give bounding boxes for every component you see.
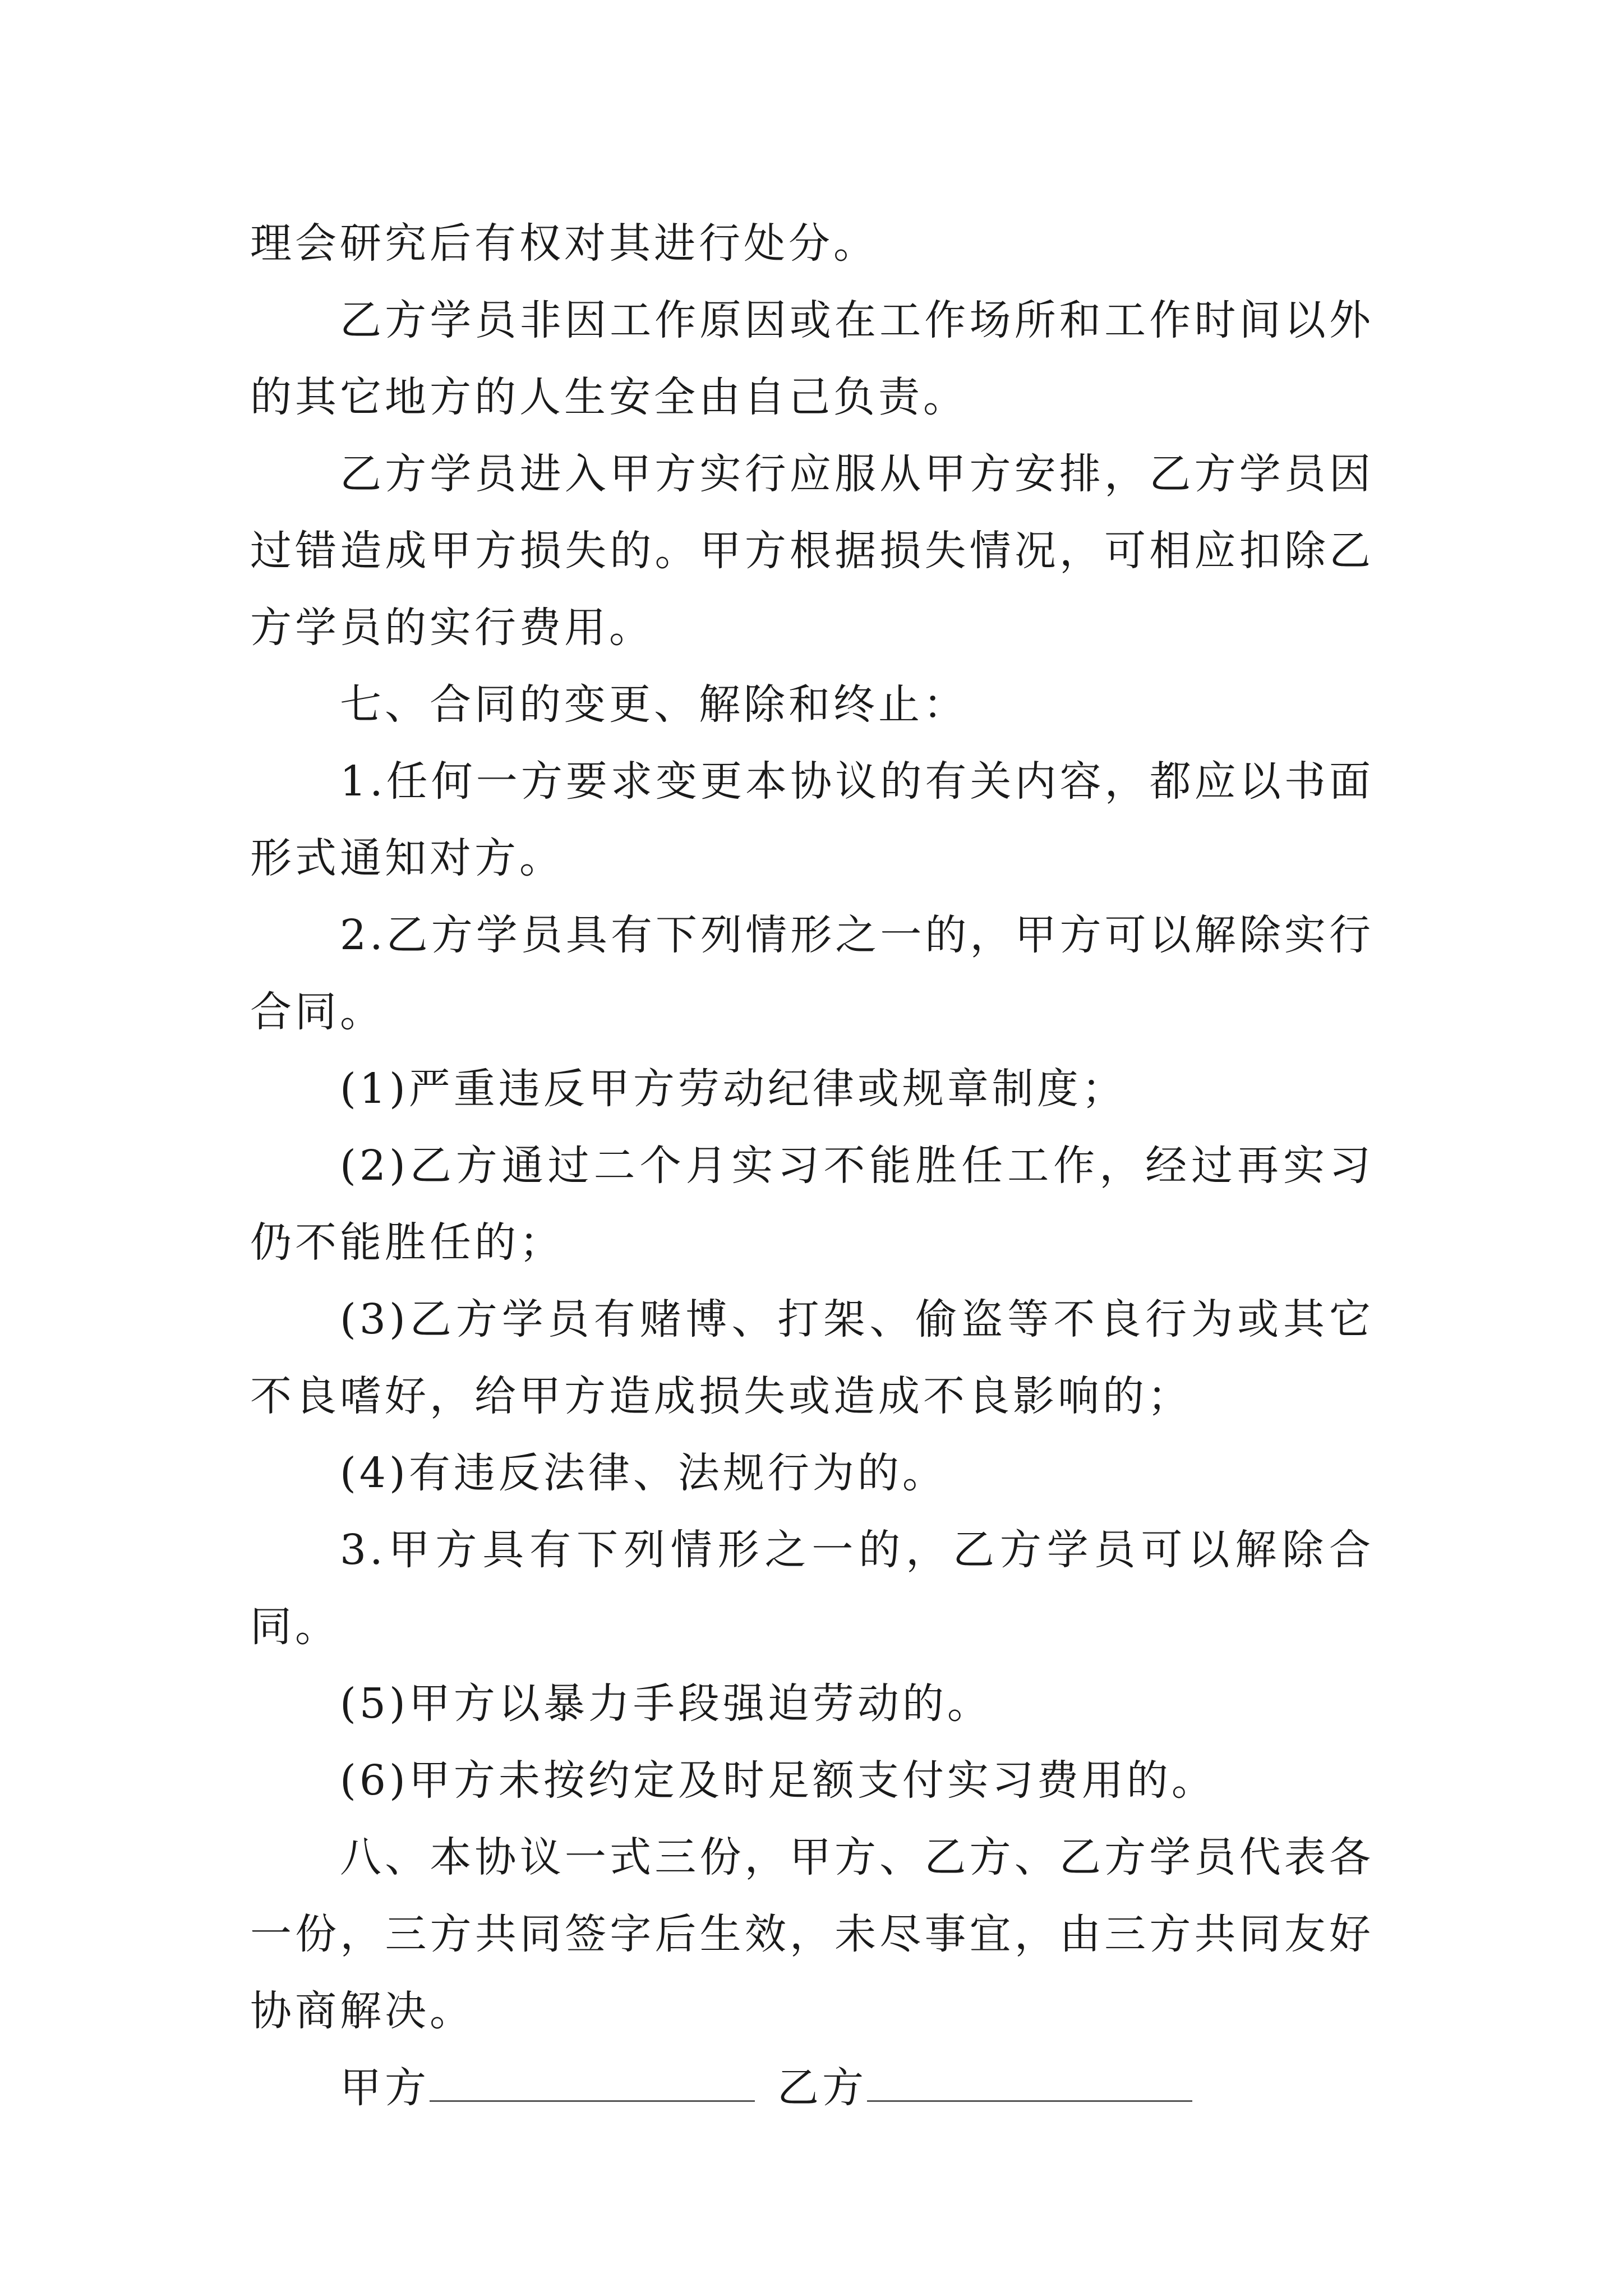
section-heading-eight: 八、本协议一式三份，甲方、乙方、乙方学员代表各一份，三方共同签字后生效，未尽事宜，由三方共同友好协商解决。 — [250, 1833, 1374, 2035]
party-a-signature-line[interactable] — [430, 2067, 755, 2102]
item-5: (5)甲方以暴力手段强迫劳动的。 — [340, 1680, 992, 1728]
item-4: (4)有违反法律、法规行为的。 — [340, 1449, 947, 1497]
paragraph-personal-safety: 乙方学员非因工作原因或在工作场所和工作时间以外的其它地方的人生安全由自己负责。 — [250, 296, 1374, 421]
item-3: (3)乙方学员有赌博、打架、偷盗等不良行为或其它不良嗜好，给甲方造成损失或造成不良影响的； — [250, 1295, 1374, 1420]
clause-1-change: 1.任何一方要求变更本协议的有关内容，都应以书面形式通知对方。 — [250, 757, 1374, 882]
item-2: (2)乙方通过二个月实习不能胜任工作，经过再实习仍不能胜任的； — [250, 1142, 1374, 1267]
party-b-label: 乙方 — [777, 2064, 867, 2112]
section-heading-seven: 七、合同的变更、解除和终止： — [340, 680, 968, 729]
party-b-signature-line[interactable] — [867, 2067, 1192, 2102]
paragraph-penalty-end: 理会研究后有权对其进行处分。 — [250, 219, 878, 268]
item-6: (6)甲方未按约定及时足额支付实习费用的。 — [340, 1756, 1216, 1805]
clause-3-termination-by-b: 3.甲方具有下列情形之一的，乙方学员可以解除合同。 — [250, 1526, 1374, 1651]
document-body — [250, 205, 1374, 2127]
paragraph-obey-arrangement: 乙方学员进入甲方实行应服从甲方安排，乙方学员因过错造成甲方损失的。甲方根据损失情况，可相应扣除乙方学员的实行费用。 — [250, 450, 1374, 652]
clause-2-termination-by-a: 2.乙方学员具有下列情形之一的，甲方可以解除实行合同。 — [250, 911, 1374, 1036]
signature-row — [250, 2050, 1374, 2127]
item-1: (1)严重违反甲方劳动纪律或规章制度； — [340, 1065, 1127, 1113]
party-a-label: 甲方 — [340, 2064, 430, 2112]
